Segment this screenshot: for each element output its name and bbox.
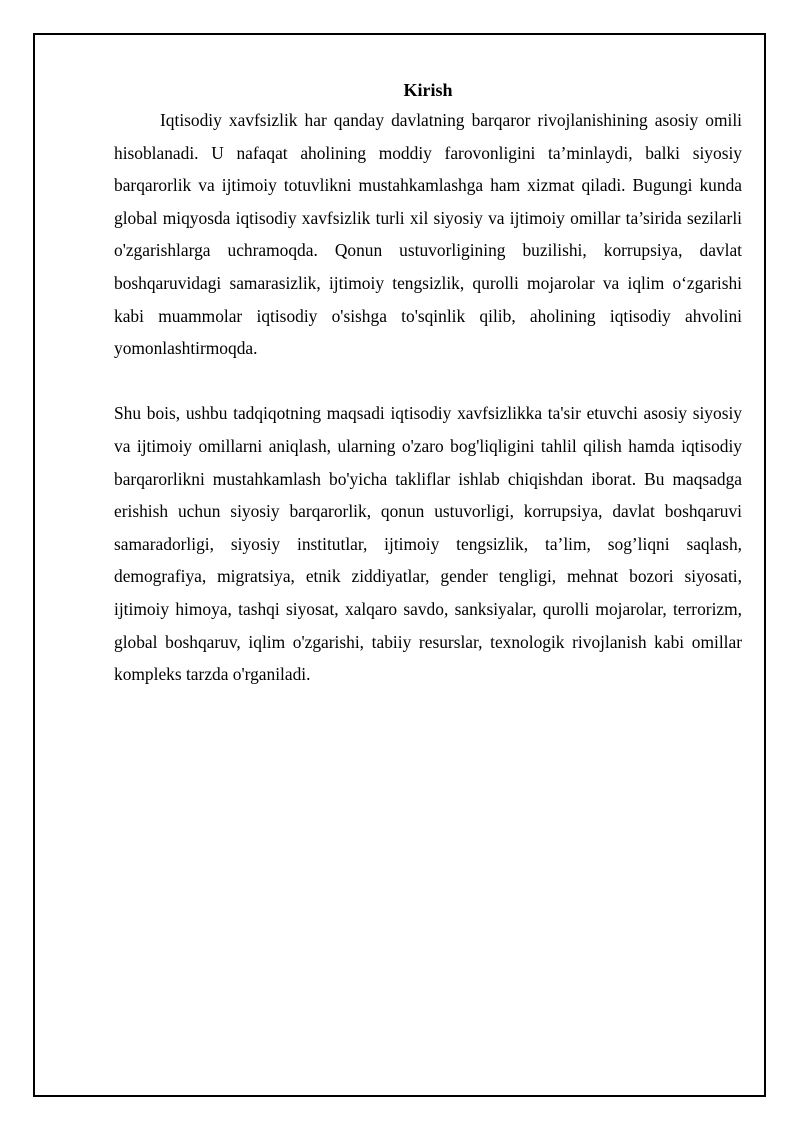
document-title: Kirish (403, 80, 453, 100)
document-body (114, 76, 742, 691)
intro-paragraph-2: Shu bois, ushbu tadqiqotning maqsadi iqtisodiy xavfsizlikka ta'sir etuvchi asosiy siyosiy va ijtimoiy omillarni aniqlash, ularning o'zaro bog'liqligini tahlil qilish hamda iqtisodiy barqarorlikni mustahkamlash bo'yicha takliflar ishlab chiqishdan iborat. Bu maqsadga erishish uchun siyosiy barqarorlik, qonun ustuvorligi, korrupsiya, davlat boshqaruvi samaradorligi, siyosiy institutlar, ijtimoiy tengsizlik, ta’lim, sog’liqni saqlash, demografiya, migratsiya, etnik ziddiyatlar, gender tengligi, mehnat bozori siyosati, ijtimoiy himoya, tashqi siyosat, xalqaro savdo, sanksiyalar, qurolli mojarolar, terrorizm, global boshqaruv, iqlim o'zgarishi, tabiiy resurslar, texnologik rivojlanish kabi omillar kompleks tarzda o'rganiladi. (114, 403, 742, 685)
intro-paragraph-1: Iqtisodiy xavfsizlik har qanday davlatning barqaror rivojlanishining asosiy omili hisoblanadi. U nafaqat aholining moddiy farovonligini ta’minlaydi, balki siyosiy barqarorlik va ijtimoiy totuvlikni mustahkamlashga ham xizmat qiladi. Bugungi kunda global miqyosda iqtisodiy xavfsizlik turli xil siyosiy va ijtimoiy omillar ta’sirida sezilarli o'zgarishlarga uchramoqda. Qonun ustuvorligining buzilishi, korrupsiya, davlat boshqaruvidagi samarasizlik, ijtimoiy tengsizlik, qurolli mojarolar va iqlim o‘zgarishi kabi muammolar iqtisodiy o'sishga to'sqinlik qilib, aholining iqtisodiy ahvolini yomonlashtirmoqda. (114, 110, 742, 359)
